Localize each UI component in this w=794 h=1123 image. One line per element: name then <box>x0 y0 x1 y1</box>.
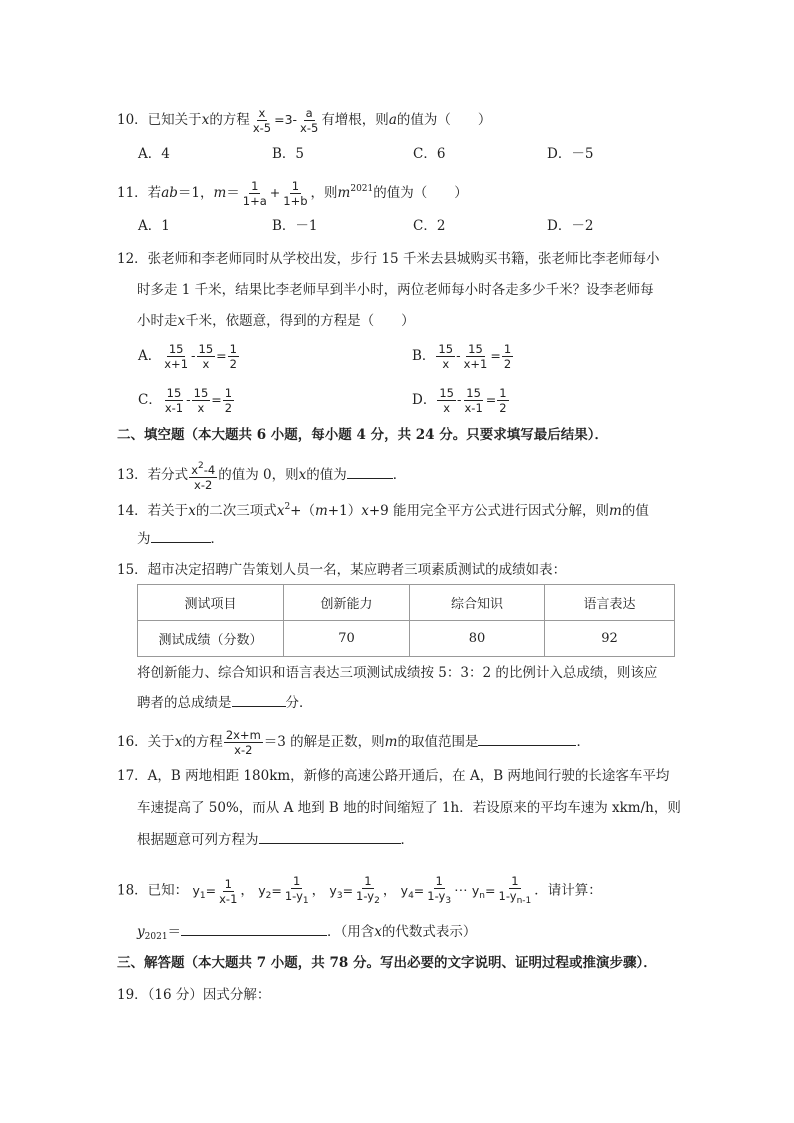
section-3-heading: 三、解答题（本大题共 7 小题，共 78 分。写出必要的文字说明、证明过程或推演步骤）． <box>117 955 657 971</box>
q17-answer-blank[interactable] <box>259 829 401 844</box>
q11-fraction-1: $\frac{1}{1+a}$ <box>242 179 267 208</box>
q12-option-a: A． $\frac{15}{x+1}$ - $\frac{15}{x}$ = $\frac{1}{2}$ <box>138 342 237 371</box>
q11-option-c: C．2 <box>413 218 446 234</box>
q12-line-2: 时多走 1 千米，结果比李老师早到半小时，两位老师每小时各走多少千米？设李老师每 <box>137 282 654 298</box>
section-2-heading: 二、填空题（本大题共 6 小题，每小题 4 分，共 24 分。只要求填写最后结果）． <box>117 427 609 443</box>
q12-option-d: D． $\frac{15}{x}$ - $\frac{15}{x-1}$ = $\frac{1}{2}$ <box>412 386 507 415</box>
q16-stem: 16．关于x的方程 $\frac{2x+m}{x-2}$ ＝3 的解是正数，则m的取值范围是 ． <box>117 728 590 757</box>
q10-option-d: D．－5 <box>547 146 594 162</box>
q12-line-1: 12．张老师和李老师同时从学校出发，步行 15 千米去县城购买书籍，张老师比李老师每小 <box>117 251 660 267</box>
q14-line-1: 14．若关于x的二次三项式$x^2+(m+1)x+9$ 能用完全平方公式进行因式分解，则m的值 <box>117 502 649 519</box>
q15-after-line-2: 聘者的总成绩是 分． <box>137 692 313 714</box>
q13-stem: 13．若分式 $\frac{x^2-4}{x-2}$ 的值为 0，则x的值为 ． <box>117 461 407 492</box>
q10-option-c: C．6 <box>413 146 446 162</box>
q17-line-3: 根据题意可列方程为 ． <box>137 829 414 851</box>
table-cell: 92 <box>545 621 675 657</box>
q18-answer-line: $y_{2021}=$ ．（用含x的代数式表示） <box>137 921 476 948</box>
q15-score-table <box>137 584 675 657</box>
table-cell: 70 <box>284 621 410 657</box>
q10-fraction-2: $\frac{a}{x-5}$ <box>300 106 319 135</box>
q10-fraction-1: $\frac{x}{x-5}$ <box>252 106 272 135</box>
q16-answer-blank[interactable] <box>478 731 576 746</box>
table-cell: 80 <box>410 621 545 657</box>
q16-fraction: $\frac{2x+m}{x-2}$ <box>225 728 261 757</box>
q18-stem: 18．已知： $y_1=$ $\frac{1}{x-1}$ ， $y_2=$ $\frac{1}{1-y_1}$ ， $y_3=$ $\frac{1}{1-y_2}$ ， $y_4=$ $\frac{1}{1-y_3}$ ⋯ $y_n=$ $\frac{1}{1-y_{n-1}}$ ．请计算： <box>117 874 602 906</box>
q11-option-b: B．－1 <box>272 218 318 234</box>
table-header-row <box>138 585 675 621</box>
q13-fraction: $\frac{x^2-4}{x-2}$ <box>191 461 216 492</box>
q10-stem: 10．已知关于x的方程 $\frac{x}{x-5}$ =3- $\frac{a}{x-5}$ 有增根，则a的值为（ ） <box>117 106 492 135</box>
q14-line-2: 为 ． <box>137 528 224 550</box>
q12-line-3: 小时走x千米，依题意，得到的方程是（ ） <box>137 313 415 329</box>
table-cell: 测试成绩（分数） <box>138 621 284 657</box>
table-header-cell: 创新能力 <box>284 585 410 621</box>
q11-option-d: D．－2 <box>547 218 594 234</box>
q11-option-a: A．1 <box>138 218 170 234</box>
table-row <box>138 621 675 657</box>
table-header-cell: 综合知识 <box>410 585 545 621</box>
q19-stem: 19．（16 分）因式分解： <box>117 987 271 1003</box>
q12-option-b: B． $\frac{15}{x}$ - $\frac{15}{x+1}$ = $\frac{1}{2}$ <box>412 342 512 371</box>
q11-fraction-2: $\frac{1}{1+b}$ <box>283 179 308 208</box>
q17-line-1: 17．A，B 两地相距 180km，新修的高速公路开通后，在 A，B 两地间行驶的长途客车平均 <box>117 768 670 784</box>
q12-option-c: C． $\frac{15}{x-1}$ - $\frac{15}{x}$ = $\frac{1}{2}$ <box>138 386 233 415</box>
table-header-cell: 测试项目 <box>138 585 284 621</box>
table-header-cell: 语言表达 <box>545 585 675 621</box>
q15-title: 15．超市决定招聘广告策划人员一名，某应聘者三项素质测试的成绩如表： <box>117 562 567 578</box>
q11-stem: 11．若ab＝1，m＝ $\frac{1}{1+a}$ + $\frac{1}{1+b}$ ，则$m^{2021}$的值为（ ） <box>117 179 468 208</box>
q13-answer-blank[interactable] <box>347 464 393 479</box>
q18-answer-blank[interactable] <box>181 921 327 936</box>
q10-option-a: A．4 <box>138 146 170 162</box>
q17-line-2: 车速提高了 50%，而从 A 地到 B 地的时间缩短了 1h．若设原来的平均车速为 xkm/h，则 <box>137 800 681 816</box>
q14-answer-blank[interactable] <box>151 528 211 543</box>
q15-after-line-1: 将创新能力、综合知识和语言表达三项测试成绩按 5：3：2 的比例计入总成绩，则该应 <box>137 665 658 681</box>
q10-option-b: B．5 <box>272 146 305 162</box>
q15-answer-blank[interactable] <box>232 692 286 707</box>
